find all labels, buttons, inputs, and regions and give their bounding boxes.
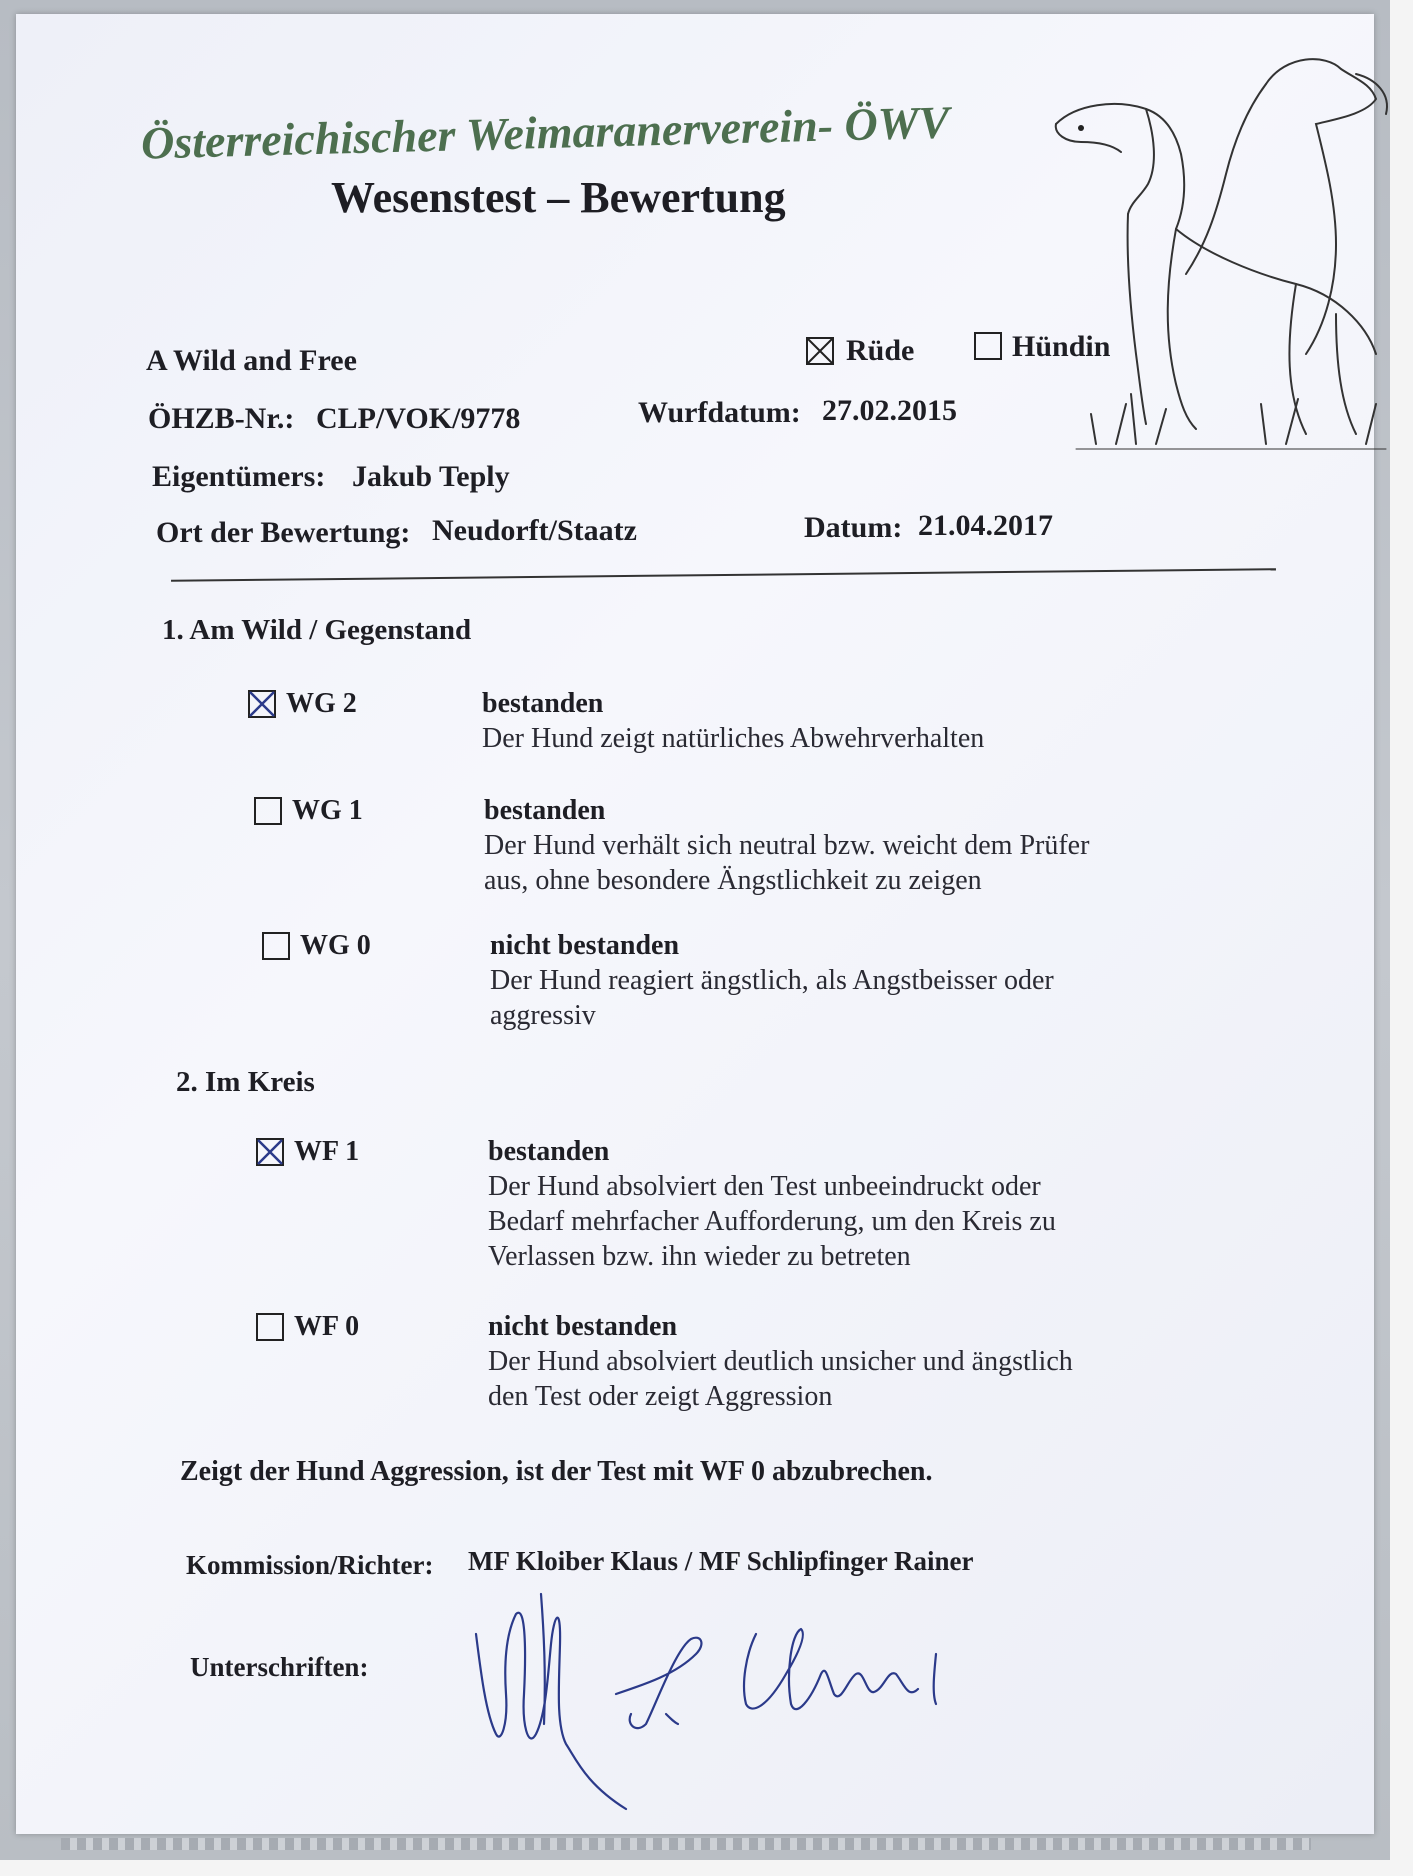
wg0-desc-line: aggressiv — [490, 1000, 596, 1031]
check-x-icon — [256, 1138, 284, 1166]
wg1-desc-line: Der Hund verhält sich neutral bzw. weicht dem Prüfer — [484, 830, 1090, 861]
wf0-desc-line: den Test oder zeigt Aggression — [488, 1381, 833, 1412]
male-checkbox[interactable] — [806, 337, 834, 365]
wg2-result: bestanden — [482, 688, 604, 719]
oehzb-value: CLP/VOK/9778 — [316, 402, 521, 435]
binder-punch-holes — [61, 1838, 1311, 1850]
evaluation-sheet — [16, 14, 1374, 1834]
commission-value: MF Kloiber Klaus / MF Schlipfinger Rainer — [468, 1546, 974, 1576]
weimaraner-illustration — [1036, 24, 1396, 524]
wf0-code: WF 0 — [294, 1311, 360, 1342]
wf1-desc-line: Verlassen bzw. ihn wieder zu betreten — [488, 1241, 911, 1272]
section2-heading: 2. Im Kreis — [176, 1066, 315, 1098]
dog-name: A Wild and Free — [146, 344, 357, 377]
wg0-checkbox[interactable] — [262, 932, 290, 960]
wg1-checkbox[interactable] — [254, 797, 282, 825]
wurfdatum-label: Wurfdatum: — [638, 396, 801, 429]
wg0-result: nicht bestanden — [490, 930, 680, 961]
wf0-desc-line: Der Hund absolviert deutlich unsicher und ängstlich — [488, 1346, 1073, 1377]
wg1-result: bestanden — [484, 795, 606, 826]
ort-value: Neudorft/Staatz — [432, 514, 637, 547]
aggression-note: Zeigt der Hund Aggression, ist der Test mit WF 0 abzubrechen. — [180, 1456, 933, 1487]
datum-value: 21.04.2017 — [918, 509, 1053, 542]
owner-value: Jakub Teply — [352, 460, 510, 493]
wf1-result: bestanden — [488, 1136, 610, 1167]
wg2-desc-line: Der Hund zeigt natürliches Abwehrverhalten — [482, 723, 985, 754]
wf0-result: nicht bestanden — [488, 1311, 678, 1342]
oehzb-label: ÖHZB-Nr.: — [148, 402, 295, 435]
wf0-checkbox[interactable] — [256, 1313, 284, 1341]
club-name: Österreichischer Weimaranerverein- ÖWV — [140, 96, 950, 169]
check-x-icon — [806, 337, 834, 365]
wf1-desc-line: Der Hund absolviert den Test unbeeindruckt oder — [488, 1171, 1041, 1202]
wg2-checkbox[interactable] — [248, 690, 276, 718]
section1-heading: 1. Am Wild / Gegenstand — [162, 614, 472, 646]
wf1-checkbox[interactable] — [256, 1138, 284, 1166]
wg1-code: WG 1 — [292, 795, 363, 826]
form-title: Wesenstest – Bewertung — [331, 173, 786, 222]
divider-line — [171, 568, 1276, 582]
male-label: Rüde — [846, 334, 915, 367]
wg1-desc-line: aus, ohne besondere Ängstlichkeit zu zeigen — [484, 865, 982, 896]
commission-label: Kommission/Richter: — [186, 1550, 434, 1580]
signatures — [456, 1574, 1056, 1814]
owner-label: Eigentümers: — [152, 460, 326, 493]
wg0-desc-line: Der Hund reagiert ängstlich, als Angstbeisser oder — [490, 965, 1054, 996]
ort-label: Ort der Bewertung: — [156, 516, 411, 549]
wg2-code: WG 2 — [286, 688, 357, 719]
check-x-icon — [248, 690, 276, 718]
wf1-code: WF 1 — [294, 1136, 360, 1167]
wurfdatum-value: 27.02.2015 — [822, 394, 957, 427]
female-checkbox[interactable] — [974, 332, 1002, 360]
signatures-label: Unterschriften: — [190, 1652, 369, 1682]
frame-bottom — [0, 1860, 1413, 1876]
female-label: Hündin — [1012, 330, 1111, 363]
datum-label: Datum: — [804, 511, 903, 544]
wg0-code: WG 0 — [300, 930, 371, 961]
wf1-desc-line: Bedarf mehrfacher Aufforderung, um den Kreis zu — [488, 1206, 1056, 1237]
